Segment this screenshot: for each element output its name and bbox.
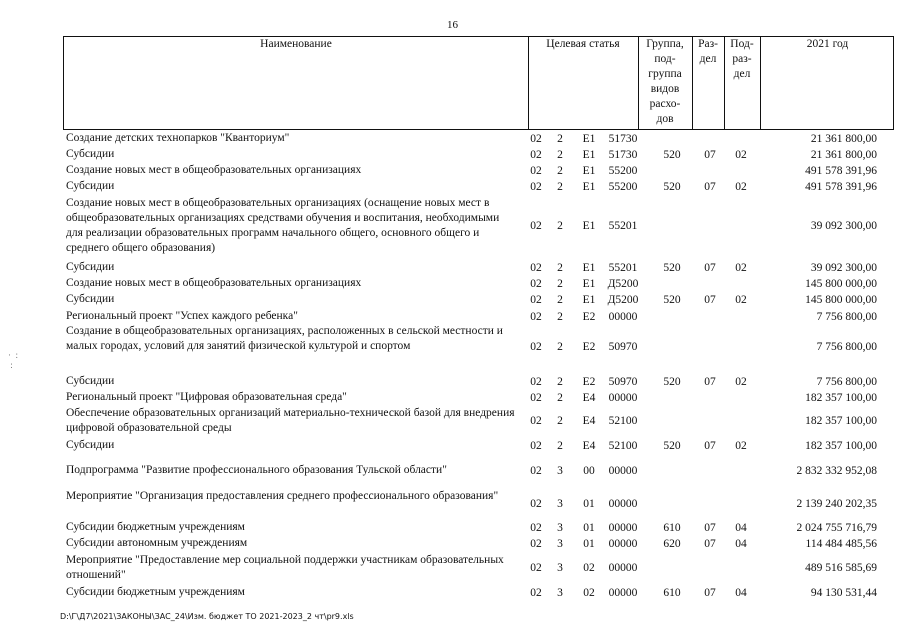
row-amount: 2 139 240 202,35	[796, 498, 877, 510]
row-grp: 620	[663, 537, 681, 550]
row-name: Создание новых мест в общеобразовательных организациях (оснащение новых мест в общеобразовательных организациях средствами обучения и воспитания, необходимыми для реализации образовательных программ начального общего, основного общего и среднего общего образования)	[66, 197, 500, 254]
table-row	[0, 536, 905, 551]
row-name: Субсидии бюджетным учреждениям	[66, 521, 245, 533]
row-p2: 3	[557, 562, 563, 574]
row-p2: 2	[557, 180, 563, 193]
row-p3: 01	[583, 521, 595, 534]
header-section: Раз- дел	[698, 38, 718, 65]
row-p1: 02	[530, 562, 542, 574]
row-amount: 114 484 485,56	[805, 537, 877, 550]
table-row	[0, 406, 905, 436]
table-row	[0, 276, 905, 291]
row-p4: 00000	[608, 498, 638, 510]
row-p1: 02	[530, 340, 542, 353]
row-p3: E4	[582, 439, 596, 452]
row-amount: 182 357 100,00	[805, 439, 877, 452]
row-p4: 55201	[608, 220, 638, 232]
row-p3: E4	[582, 415, 596, 427]
row-amount: 145 800 000,00	[805, 293, 877, 306]
row-sub: 02	[735, 180, 747, 193]
table-row	[0, 520, 905, 535]
row-p1: 02	[530, 293, 542, 306]
row-p4: 51730	[608, 132, 638, 145]
header-name: Наименование	[260, 38, 332, 50]
row-sub: 02	[735, 375, 747, 388]
row-p2: 3	[557, 537, 563, 550]
row-name: Создание в общеобразовательных организациях, расположенных в сельской местности и малых городах, условий для занятий физической культурой и спортом	[66, 325, 503, 352]
row-p3: E1	[582, 164, 596, 177]
row-p1: 02	[530, 132, 542, 145]
row-p1: 02	[530, 586, 542, 599]
row-p2: 3	[557, 498, 563, 510]
row-p2: 2	[557, 164, 563, 177]
row-amount: 491 578 391,96	[805, 180, 877, 193]
row-amount: 39 092 300,00	[810, 261, 877, 274]
row-name: Создание детских технопарков "Кванториум"	[66, 132, 290, 144]
row-grp: 520	[663, 293, 681, 306]
row-name: Субсидии бюджетным учреждениям	[66, 586, 245, 598]
row-amount: 7 756 800,00	[816, 375, 877, 388]
row-p2: 2	[557, 415, 563, 427]
row-p3: E4	[582, 391, 596, 404]
row-sec: 07	[704, 586, 716, 599]
row-p4: Д5200	[607, 293, 639, 306]
row-grp: 610	[663, 521, 681, 534]
row-sec: 07	[704, 537, 716, 550]
row-sub: 04	[735, 521, 747, 534]
row-p1: 02	[530, 148, 542, 161]
row-p3: E1	[582, 277, 596, 290]
row-p3: 01	[583, 537, 595, 550]
row-amount: 145 800 000,00	[805, 277, 877, 290]
row-sub: 04	[735, 537, 747, 550]
table-row	[0, 438, 905, 453]
row-p3: E1	[582, 261, 596, 274]
row-name: Мероприятие "Предоставление мер социальной поддержки участникам образовательных отношений"	[66, 554, 504, 581]
row-name: Региональный проект "Успех каждого ребенка"	[66, 310, 298, 322]
row-p1: 02	[530, 277, 542, 290]
row-p2: 3	[557, 464, 563, 477]
row-grp: 520	[663, 148, 681, 161]
row-p1: 02	[530, 464, 542, 477]
row-name: Субсидии	[66, 180, 115, 192]
row-p2: 2	[557, 293, 563, 306]
row-p3: 01	[583, 498, 595, 510]
row-p3: E2	[582, 340, 596, 353]
row-amount: 491 578 391,96	[805, 164, 877, 177]
row-p1: 02	[530, 220, 542, 232]
row-p2: 2	[557, 261, 563, 274]
row-name: Субсидии автономным учреждениям	[66, 537, 248, 549]
row-p1: 02	[530, 415, 542, 427]
row-p1: 02	[530, 537, 542, 550]
row-amount: 21 361 800,00	[810, 148, 877, 161]
row-name: Обеспечение образовательных организаций материально-технической базой для внедрения цифровой образовательной среды	[66, 407, 515, 434]
row-grp: 520	[663, 180, 681, 193]
row-grp: 520	[663, 375, 681, 388]
row-p2: 2	[557, 310, 563, 323]
row-p4: 00000	[608, 521, 638, 534]
row-sec: 07	[704, 261, 716, 274]
row-name: Мероприятие "Организация предоставления среднего профессионального образования"	[66, 490, 499, 502]
row-sec: 07	[704, 521, 716, 534]
row-amount: 2 832 332 952,08	[796, 464, 877, 477]
row-p4: 52100	[608, 415, 638, 427]
table-row	[0, 131, 905, 146]
row-sec: 07	[704, 293, 716, 306]
row-p4: 00000	[608, 562, 638, 574]
header-group: Группа, под- группа видов расхо- дов	[646, 38, 684, 125]
row-sec: 07	[704, 439, 716, 452]
row-name: Субсидии	[66, 261, 115, 273]
row-p2: 2	[557, 439, 563, 452]
row-p1: 02	[530, 261, 542, 274]
row-amount: 2 024 755 716,79	[796, 521, 877, 534]
row-p3: 00	[583, 464, 595, 477]
file-path-footer: D:\Г\Д7\2021\ЗАКОНЫ\ЗАС_24\Изм. бюджет ТО 2021-2023_2 чт\pr9.xls	[60, 612, 354, 621]
table-row	[0, 147, 905, 162]
table-row	[0, 179, 905, 194]
row-amount: 182 357 100,00	[805, 391, 877, 404]
row-p4: 55200	[608, 164, 638, 177]
row-p1: 02	[530, 521, 542, 534]
table-row	[0, 260, 905, 275]
row-p3: 02	[583, 586, 595, 599]
row-p1: 02	[530, 164, 542, 177]
row-sub: 02	[735, 148, 747, 161]
row-sub: 02	[735, 293, 747, 306]
row-sec: 07	[704, 148, 716, 161]
row-name: Региональный проект "Цифровая образовательная среда"	[66, 391, 347, 403]
row-p2: 2	[557, 148, 563, 161]
table-row	[0, 163, 905, 178]
row-p1: 02	[530, 498, 542, 510]
row-p4: 00000	[608, 391, 638, 404]
table-row	[0, 463, 905, 478]
row-p3: E1	[582, 220, 596, 232]
row-grp: 520	[663, 261, 681, 274]
row-name: Субсидии	[66, 375, 115, 387]
row-p3: E1	[582, 148, 596, 161]
header-year: 2021 год	[806, 38, 849, 50]
row-p3: E1	[582, 293, 596, 306]
table-row	[0, 585, 905, 600]
row-name: Субсидии	[66, 439, 115, 451]
row-p4: 51730	[608, 148, 638, 161]
row-p2: 2	[557, 340, 563, 353]
row-sub: 04	[735, 586, 747, 599]
row-p3: E1	[582, 180, 596, 193]
table-row	[0, 196, 905, 256]
row-p2: 2	[557, 391, 563, 404]
row-sec: 07	[704, 375, 716, 388]
row-p4: Д5200	[607, 277, 639, 290]
row-grp: 520	[663, 439, 681, 452]
row-p1: 02	[530, 439, 542, 452]
row-p4: 55201	[608, 261, 638, 274]
table-row	[0, 553, 905, 583]
row-amount: 7 756 800,00	[816, 310, 877, 323]
header-target: Целевая статья	[546, 38, 620, 50]
table-row	[0, 390, 905, 405]
row-amount: 7 756 800,00	[816, 340, 877, 353]
row-amount: 94 130 531,44	[810, 586, 877, 599]
row-name: Субсидии	[66, 293, 115, 305]
row-sec: 07	[704, 180, 716, 193]
row-p2: 2	[557, 132, 563, 145]
row-name: Подпрограмма "Развитие профессионального образования Тульской области"	[66, 464, 447, 476]
row-p1: 02	[530, 375, 542, 388]
row-name: Субсидии	[66, 148, 115, 160]
row-p1: 02	[530, 180, 542, 193]
header-subsection: Под- раз- дел	[730, 38, 754, 80]
row-amount: 489 516 585,69	[805, 562, 877, 574]
row-p4: 00000	[608, 310, 638, 323]
table-row	[0, 324, 905, 369]
row-p4: 00000	[608, 586, 638, 599]
table-row	[0, 309, 905, 324]
row-p2: 2	[557, 277, 563, 290]
row-p3: E2	[582, 375, 596, 388]
table-row	[0, 292, 905, 307]
row-p2: 2	[557, 375, 563, 388]
table-row	[0, 374, 905, 389]
row-p3: E1	[582, 132, 596, 145]
row-p3: E2	[582, 310, 596, 323]
row-p3: 02	[583, 562, 595, 574]
scan-marks: · : :	[8, 350, 18, 370]
row-p2: 3	[557, 521, 563, 534]
row-p4: 52100	[608, 439, 638, 452]
row-amount: 21 361 800,00	[810, 132, 877, 145]
row-grp: 610	[663, 586, 681, 599]
row-p1: 02	[530, 391, 542, 404]
row-p4: 00000	[608, 464, 638, 477]
table-header	[63, 36, 894, 130]
row-amount: 182 357 100,00	[805, 415, 877, 427]
row-sub: 02	[735, 439, 747, 452]
row-p4: 55200	[608, 180, 638, 193]
row-p2: 2	[557, 220, 563, 232]
row-p4: 50970	[608, 375, 638, 388]
row-p4: 00000	[608, 537, 638, 550]
row-sub: 02	[735, 261, 747, 274]
row-p4: 50970	[608, 340, 638, 353]
table-row	[0, 489, 905, 519]
page-number: 16	[447, 19, 458, 31]
row-p1: 02	[530, 310, 542, 323]
row-amount: 39 092 300,00	[810, 220, 877, 232]
row-name: Создание новых мест в общеобразовательных организациях	[66, 164, 362, 176]
row-p2: 3	[557, 586, 563, 599]
row-name: Создание новых мест в общеобразовательных организациях	[66, 277, 362, 289]
